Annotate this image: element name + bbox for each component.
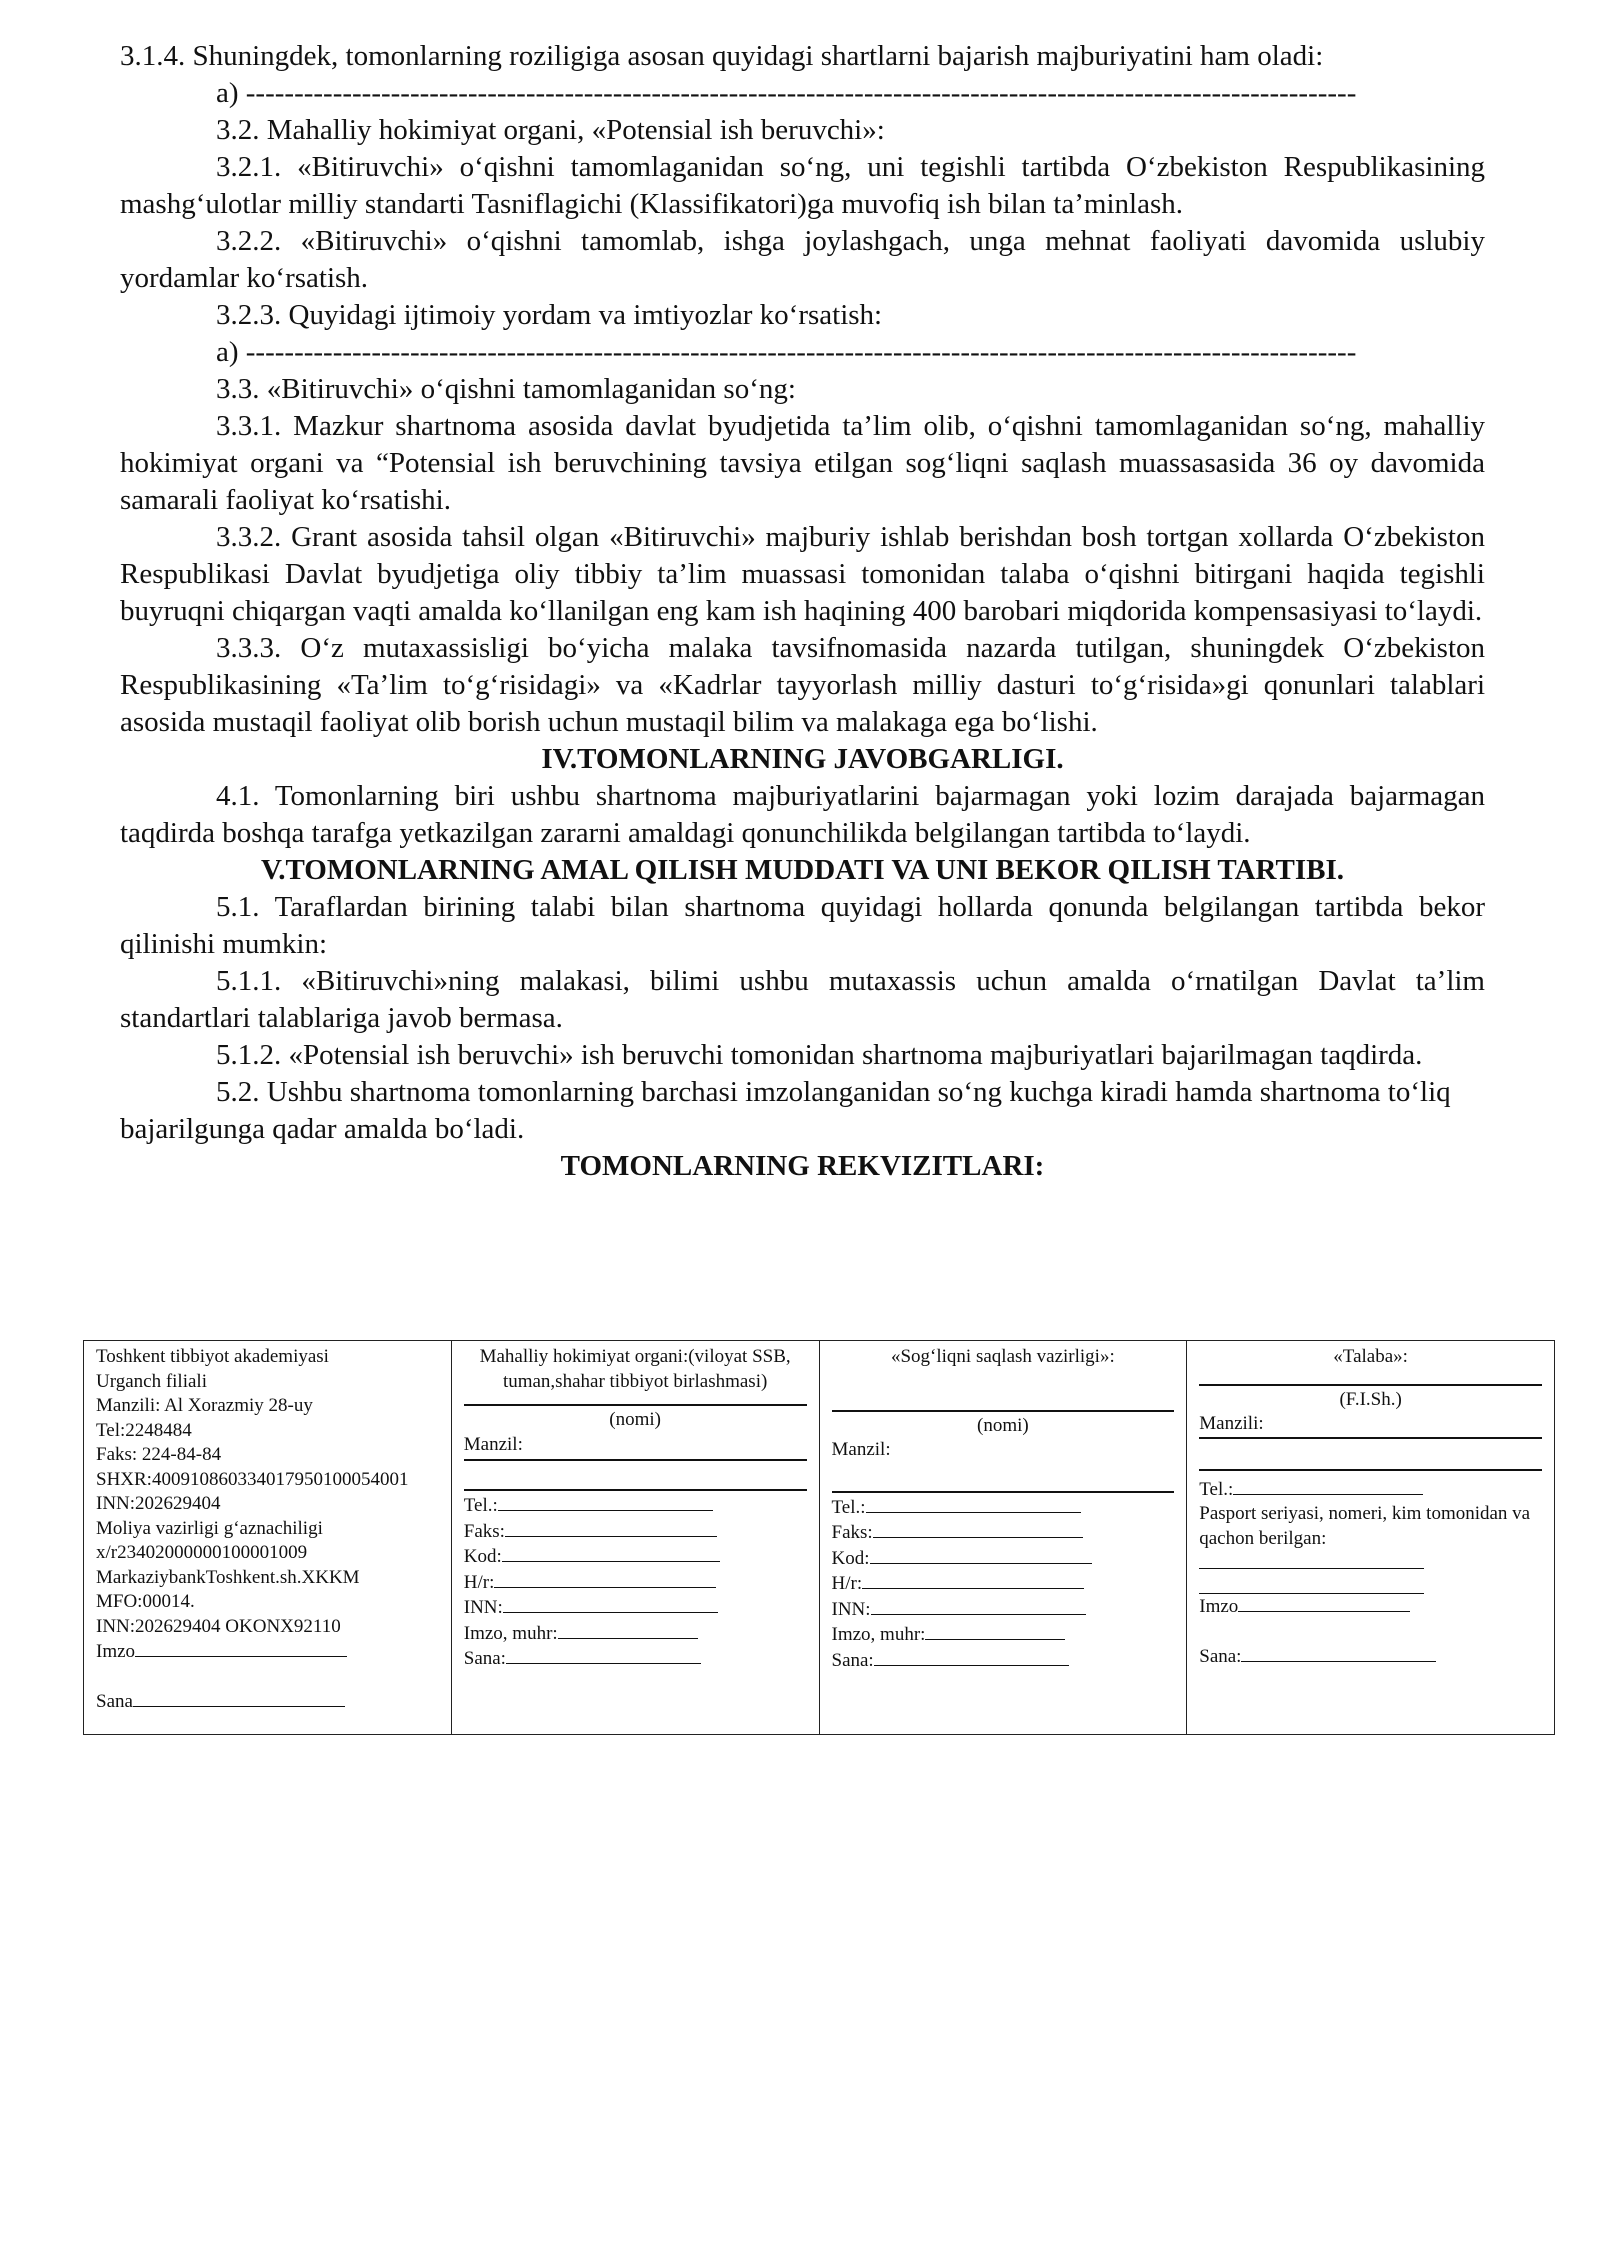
clause-5-1: 5.1. Taraflardan birining talabi bilan shartnoma quyidagi hollarda qonunda belgilangan tartibda bekor qilinishi mumkin:: [120, 891, 1485, 960]
ministry-tel-row: [832, 1495, 1175, 1521]
ministry-kod-row: [832, 1546, 1175, 1572]
sana-label: Sana:: [463, 1648, 506, 1669]
local-authority-sana-row: [464, 1646, 807, 1672]
requisites-student: [1187, 1341, 1555, 1735]
academy-line: Moliya vazirligi g‘aznachiligi: [96, 1517, 323, 1539]
academy-line: Toshkent tibbiyot akademiyasi: [96, 1346, 329, 1367]
kod-label: Kod:: [463, 1546, 502, 1567]
student-passport-label: Pasport seriyasi, nomeri, kim tomonidan va qachon berilgan:: [1199, 1503, 1531, 1549]
ministry-faks-row: [832, 1520, 1175, 1546]
clause-4-1: 4.1. Tomonlarning biri ushbu shartnoma majburiyatlarini bajarmagan yoki lozim darajada bajarmagan taqdirda boshqa tarafga yetkazilgan zararni amaldagi qonunchilikda belgilangan tartibda to‘laydi.: [120, 780, 1485, 849]
imzo-blank[interactable]: [925, 1622, 1065, 1640]
academy-sana-label: Sana: [96, 1690, 133, 1712]
ministry-inn-row: [832, 1597, 1175, 1623]
requisites-health-ministry: [819, 1341, 1187, 1735]
academy-line: MarkaziybankToshkent.sh.XKKM: [96, 1566, 360, 1588]
academy-date-blank[interactable]: [133, 1689, 345, 1707]
requisites-local-authority: [451, 1341, 819, 1735]
faks-blank[interactable]: [873, 1520, 1083, 1538]
tel-blank[interactable]: [866, 1495, 1081, 1513]
requisites-table: [83, 1340, 1555, 1735]
clause-3-2-1: 3.2.1. «Bitiruvchi» o‘qishni tamomlaganidan so‘ng, uni tegishli tartibda O‘zbekiston Respublikasining mashg‘ulotlar milliy standarti Tasniflagichi (Klassifikatori)ga muvofiq ish bilan ta’minlash.: [120, 151, 1485, 220]
academy-line: Urganch filiali: [96, 1370, 207, 1392]
clause-5-1-1: 5.1.1. «Bitiruvchi»ning malakasi, bilimi ushbu mutaxassis uchun amalda o‘rnatilgan Davlat ta’lim standartlari talablariga javob bermasa.: [120, 965, 1485, 1034]
academy-line: MFO:00014.: [96, 1591, 195, 1612]
ministry-nomi-label: (nomi): [977, 1414, 1029, 1436]
sana-label: Sana:: [1199, 1645, 1242, 1667]
tel-label: Tel.:: [463, 1495, 498, 1516]
local-authority-title: Mahalliy hokimiyat organi:(viloyat SSB, tuman,shahar tibbiyot birlashmasi): [479, 1346, 791, 1392]
kod-label: Kod:: [831, 1547, 870, 1569]
kod-blank[interactable]: [870, 1546, 1092, 1564]
local-authority-address-line-2[interactable]: [464, 1489, 807, 1491]
clause-5-1-2: 5.1.2. «Potensial ish beruvchi» ish beruvchi tomonidan shartnoma majburiyatlari bajarilmagan taqdirda.: [216, 1039, 1423, 1071]
imzo-label: Imzo, muhr:: [463, 1622, 558, 1644]
clause-5-2: 5.2. Ushbu shartnoma tomonlarning barchasi imzolanganidan so‘ng kuchga kiradi hamda shartnoma to‘liq bajarilgunga qadar amalda bo‘ladi.: [120, 1076, 1451, 1145]
academy-line: INN:202629404 OKONX92110: [96, 1615, 341, 1637]
student-imzo-row: [1199, 1594, 1542, 1620]
local-authority-inn-row: [464, 1595, 807, 1621]
passport-blank-1[interactable]: [1199, 1551, 1424, 1569]
ministry-imzo-row: [832, 1622, 1175, 1648]
local-authority-kod-row: [464, 1544, 807, 1570]
local-authority-manzil-label: Manzil:: [463, 1433, 523, 1455]
faks-label: Faks:: [463, 1520, 505, 1542]
sana-blank[interactable]: [874, 1648, 1069, 1666]
imzo-label: Imzo: [1199, 1596, 1239, 1617]
sana-blank[interactable]: [1241, 1644, 1436, 1662]
student-tel-row: [1199, 1477, 1542, 1503]
academy-line: Faks: 224-84-84: [96, 1444, 222, 1465]
local-authority-faks-row: [464, 1519, 807, 1545]
clause-3-3-1: 3.3.1. Mazkur shartnoma asosida davlat byudjetida ta’lim olib, o‘qishni tamomlaganidan so‘ng, mahalliy hokimiyat organi va “Potensial ish beruvchining tavsiya etilgan sog‘liqni saqlash muassasasida 36 oy davomida samarali faoliyat ko‘rsatishi.: [120, 410, 1485, 516]
hr-blank[interactable]: [862, 1571, 1084, 1589]
academy-line: Manzili: Al Xorazmiy 28-uy: [96, 1395, 313, 1416]
faks-blank[interactable]: [505, 1519, 717, 1537]
tel-blank[interactable]: [498, 1493, 713, 1511]
clause-3-1-4: 3.1.4. Shuningdek, tomonlarning roziligiga asosan quyidagi shartlarni bajarish majburiyatini ham oladi:: [120, 40, 1324, 72]
local-authority-name-line[interactable]: [464, 1404, 807, 1406]
clause-3-3: 3.3. «Bitiruvchi» o‘qishni tamomlaganidan so‘ng:: [216, 373, 796, 405]
imzo-blank[interactable]: [1238, 1594, 1410, 1612]
ministry-hr-row: [832, 1571, 1175, 1597]
student-name-line[interactable]: [1199, 1384, 1542, 1386]
clause-3-1-4-a: a) -------------------------------------------------------------------------------------------------------------------: [216, 77, 1357, 109]
imzo-blank[interactable]: [558, 1621, 698, 1639]
tel-label: Tel.:: [1199, 1478, 1234, 1500]
local-authority-address-line[interactable]: [464, 1459, 807, 1461]
tel-blank[interactable]: [1233, 1477, 1423, 1495]
inn-blank[interactable]: [503, 1595, 718, 1613]
local-authority-hr-row: [464, 1570, 807, 1596]
contract-body: [120, 38, 1485, 1185]
inn-label: INN:: [463, 1597, 503, 1618]
student-fish-label: (F.I.Sh.): [1339, 1388, 1402, 1410]
sana-label: Sana:: [831, 1649, 874, 1671]
clause-3-2-3-a: a) -------------------------------------------------------------------------------------------------------------------: [216, 336, 1357, 368]
clause-3-2: 3.2. Mahalliy hokimiyat organi, «Potensial ish beruvchi»:: [216, 114, 885, 146]
ministry-manzil-label: Manzil:: [831, 1439, 891, 1460]
academy-line: x/r23402000000100001009: [96, 1542, 308, 1563]
clause-3-2-2: 3.2.2. «Bitiruvchi» o‘qishni tamomlab, ishga joylashgach, unga mehnat faoliyati davomida uslubiy yordamlar ko‘rsatish.: [120, 225, 1485, 294]
faks-label: Faks:: [831, 1522, 873, 1543]
hr-label: H/r:: [463, 1571, 495, 1593]
academy-line: SHXR:40091086033401795010005400​1: [96, 1468, 409, 1490]
inn-blank[interactable]: [871, 1597, 1086, 1615]
local-authority-tel-row: [464, 1493, 807, 1519]
student-manzili-label: Manzili:: [1199, 1413, 1264, 1434]
inn-label: INN:: [831, 1598, 871, 1620]
clause-3-2-3: 3.2.3. Quyidagi ijtimoiy yordam va imtiyozlar ko‘rsatish:: [216, 299, 883, 331]
academy-date-row: [96, 1689, 439, 1715]
sana-blank[interactable]: [506, 1646, 701, 1664]
academy-line: Tel:2248484: [96, 1419, 192, 1441]
ministry-address-line[interactable]: [832, 1491, 1175, 1493]
clause-3-3-3: 3.3.3. O‘z mutaxassisligi bo‘yicha malaka tavsifnomasida nazarda tutilgan, shuningdek O‘zbekiston Respublikasining «Ta’lim to‘g‘risidagi» va «Kadrlar tayyorlash milliy dasturi to‘g‘risida»gi qonunlari talablari asosida mustaqil faoliyat olib borish uchun mustaqil bilim va malakaga ega bo‘lishi.: [120, 632, 1485, 738]
academy-signature-row: [96, 1639, 439, 1665]
academy-imzo-label: Imzo: [96, 1641, 136, 1662]
tel-label: Tel.:: [831, 1496, 866, 1518]
student-sana-row: [1199, 1644, 1542, 1670]
requisites-academy: [84, 1341, 452, 1735]
student-title: «Talaba»:: [1333, 1346, 1408, 1367]
ministry-name-line[interactable]: [832, 1410, 1175, 1412]
section-heading-v: V.TOMONLARNING AMAL QILISH MUDDATI VA UNI BEKOR QILISH TARTIBI.: [261, 854, 1344, 886]
academy-line: INN:202629404: [96, 1493, 221, 1514]
local-authority-imzo-row: [464, 1621, 807, 1647]
student-address-line-2[interactable]: [1199, 1469, 1542, 1471]
local-authority-nomi-label: (nomi): [609, 1409, 661, 1430]
hr-blank[interactable]: [494, 1570, 716, 1588]
passport-blank-2[interactable]: [1199, 1576, 1424, 1594]
kod-blank[interactable]: [502, 1544, 720, 1562]
academy-signature-blank[interactable]: [135, 1639, 347, 1657]
ministry-title: «Sog‘liqni saqlash vazirligi»:: [890, 1346, 1115, 1367]
imzo-label: Imzo, muhr:: [831, 1624, 926, 1645]
clause-3-3-2: 3.3.2. Grant asosida tahsil olgan «Bitiruvchi» majburiy ishlab berishdan bosh tortgan xollarda O‘zbekiston Respublikasi Davlat byudjetiga oliy tibbiy ta’lim muassasi tomonidan talaba o‘qishni bitirgani haqida tegishli buyruqni chiqargan vaqti amalda ko‘llanilgan eng kam ish haqining 400 barobari miqdorida kompensasiyasi to‘laydi.: [120, 521, 1485, 627]
student-address-line[interactable]: [1199, 1437, 1542, 1439]
requisites-heading: TOMONLARNING REKVIZITLARI:: [560, 1150, 1045, 1182]
ministry-sana-row: [832, 1648, 1175, 1674]
section-heading-iv: IV.TOMONLARNING JAVOBGARLIGI.: [541, 743, 1064, 775]
hr-label: H/r:: [831, 1573, 863, 1594]
